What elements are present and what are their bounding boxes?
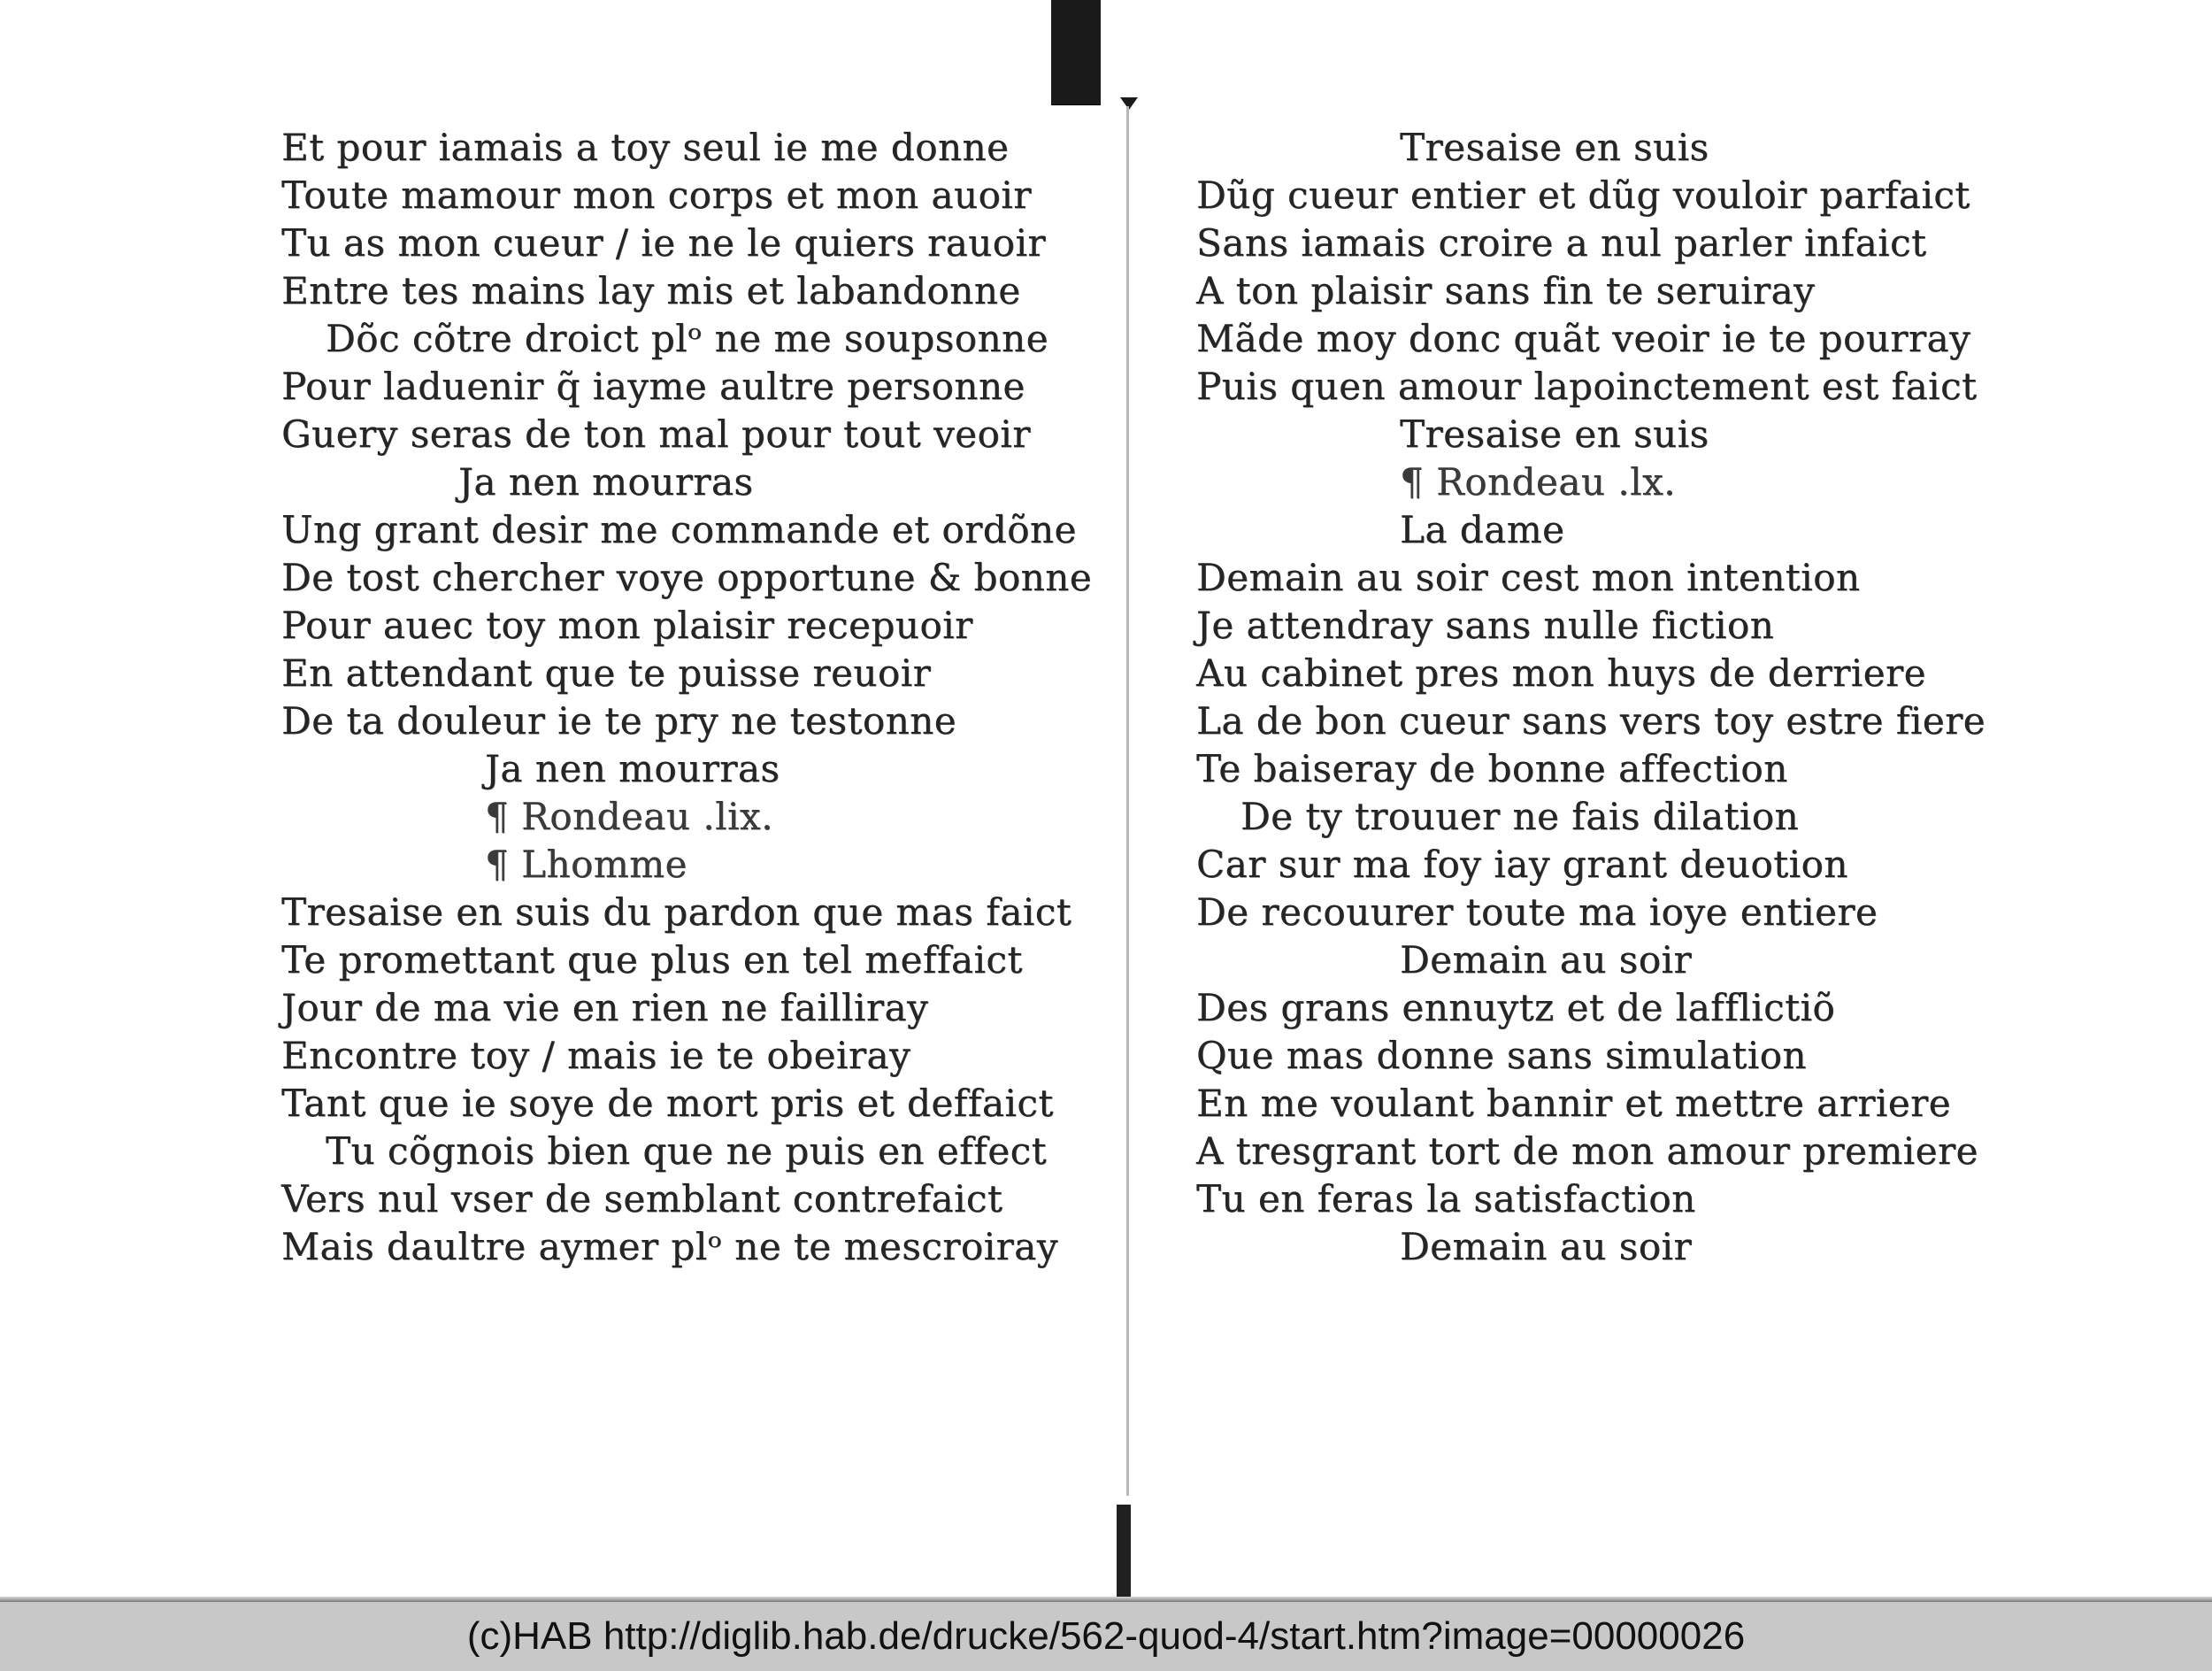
text-line: Tresaise en suis bbox=[1400, 126, 1709, 169]
text-line: La dame bbox=[1400, 508, 1565, 551]
text-line: La de bon cueur sans vers toy estre fiere bbox=[1196, 699, 1986, 743]
text-line: De recouurer toute ma ioye entiere bbox=[1196, 890, 1878, 934]
text-line: De ty trouuer ne fais dilation bbox=[1240, 795, 1800, 838]
text-line: Tu en feras la satisfaction bbox=[1196, 1177, 1696, 1221]
text-line: Tresaise en suis bbox=[1400, 412, 1709, 456]
text-line: Vers nul vser de semblant contrefaict bbox=[281, 1177, 1003, 1221]
text-line: Ung grant desir me commande et ordõne bbox=[281, 508, 1077, 551]
text-line: Te baiseray de bonne affection bbox=[1196, 747, 1788, 790]
text-line: De tost chercher voye opportune & bonne bbox=[281, 556, 1093, 599]
text-line: Et pour iamais a toy seul ie me donne bbox=[281, 126, 1010, 169]
text-line: Tu cõgnois bien que ne puis en effect bbox=[326, 1129, 1047, 1173]
text-line: Je attendray sans nulle fiction bbox=[1196, 604, 1775, 647]
text-line: De ta douleur ie te pry ne testonne bbox=[281, 699, 957, 743]
copyright-url-text: (c)HAB http://diglib.hab.de/drucke/562-quod-4/start.htm?image=00000026 bbox=[466, 1614, 1746, 1658]
text-line: Au cabinet pres mon huys de derriere bbox=[1196, 651, 1926, 695]
text-line: Pour laduenir q̃ iayme aultre personne bbox=[281, 365, 1025, 408]
gutter-clamp-top bbox=[1051, 0, 1101, 105]
text-line: Jour de ma vie en rien ne failliray bbox=[281, 986, 929, 1029]
text-line: A tresgrant tort de mon amour premiere bbox=[1196, 1129, 1978, 1173]
gutter-clamp-bottom bbox=[1117, 1505, 1131, 1602]
text-line: Car sur ma foy iay grant deuotion bbox=[1196, 843, 1848, 886]
text-line: Encontre toy / mais ie te obeiray bbox=[281, 1034, 911, 1077]
text-line: Mais daultre aymer plᵒ ne te mescroiray bbox=[281, 1225, 1058, 1268]
text-line: Tu as mon cueur / ie ne le quiers rauoir bbox=[281, 221, 1046, 265]
text-line: A ton plaisir sans fin te seruiray bbox=[1196, 269, 1816, 312]
text-line: Demain au soir bbox=[1400, 1225, 1693, 1268]
text-line: En me voulant bannir et mettre arriere bbox=[1196, 1082, 1952, 1125]
text-line: Ja nen mourras bbox=[485, 747, 780, 790]
text-line: Tant que ie soye de mort pris et deffaict bbox=[281, 1082, 1054, 1125]
text-line: Des grans ennuytz et de lafflictiõ bbox=[1196, 986, 1836, 1029]
copyright-footer bbox=[0, 1602, 2212, 1671]
text-line: Toute mamour mon corps et mon auoir bbox=[281, 173, 1032, 217]
left-page bbox=[281, 124, 1093, 1271]
text-line: Sans iamais croire a nul parler infaict bbox=[1196, 221, 1927, 265]
text-line: Mãde moy donc quãt veoir ie te pourray bbox=[1196, 317, 1971, 360]
text-line: En attendant que te puisse reuoir bbox=[281, 651, 932, 695]
text-line: Dõc cõtre droict plᵒ ne me soupsonne bbox=[326, 317, 1048, 360]
right-page bbox=[1196, 124, 1993, 1271]
text-line: Dũg cueur entier et dũg vouloir parfaict bbox=[1196, 173, 1970, 217]
text-line: Demain au soir cest mon intention bbox=[1196, 556, 1861, 599]
text-line: Pour auec toy mon plaisir recepuoir bbox=[281, 604, 973, 647]
text-line: Entre tes mains lay mis et labandonne bbox=[281, 269, 1021, 312]
text-line: ¶ Rondeau .lx. bbox=[1400, 460, 1677, 504]
text-line: Demain au soir bbox=[1400, 938, 1693, 982]
text-line: Puis quen amour lapoinctement est faict bbox=[1196, 365, 1978, 408]
book-gutter bbox=[1126, 106, 1129, 1496]
text-line: ¶ Rondeau .lix. bbox=[485, 795, 773, 838]
text-line: Que mas donne sans simulation bbox=[1196, 1034, 1807, 1077]
text-line: Tresaise en suis du pardon que mas faict bbox=[281, 890, 1072, 934]
text-line: ¶ Lhomme bbox=[485, 843, 687, 886]
gutter-clamp-tip bbox=[1120, 97, 1138, 110]
text-line: Ja nen mourras bbox=[458, 460, 754, 504]
text-line: Te promettant que plus en tel meffaict bbox=[281, 938, 1023, 982]
text-line: Guery seras de ton mal pour tout veoir bbox=[281, 412, 1031, 456]
